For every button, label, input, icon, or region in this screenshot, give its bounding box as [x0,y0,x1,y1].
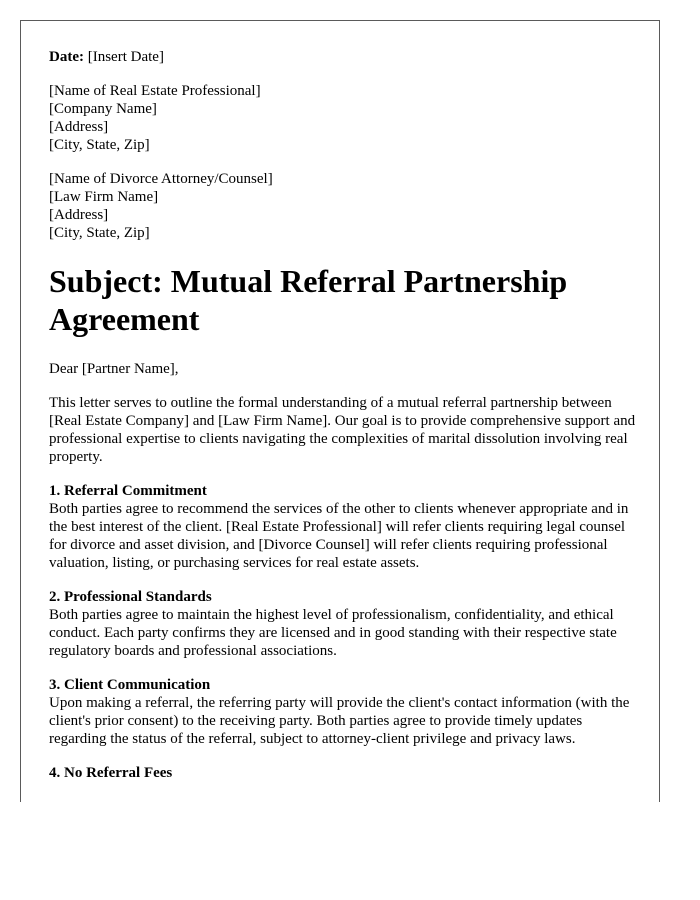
section-body: Both parties agree to recommend the services of the other to clients whenever appropriate and in the best interest of the client. [Real Estate Professional] will refer clients requiring legal counsel for divorce and asset division, and [Divorce Counsel] will refer clients requiring professional valuation, listing, or purchasing services for real estate assets. [49,501,629,571]
sender-city-state-zip: [City, State, Zip] [49,137,150,153]
section-heading: 3. Client Communication [49,677,211,693]
subject-heading: Subject: Mutual Referral Partnership Agreement [49,263,568,337]
sender-address-block [49,82,639,154]
section-body: Both parties agree to maintain the highest level of professionalism, confidentiality, and ethical conduct. Each party confirms they are licensed and in good standing with their respective state regulatory boards and professional associations. [49,607,617,659]
section-heading: 4. No Referral Fees [49,765,173,781]
section-referral-commitment [49,482,639,572]
section-professional-standards [49,588,639,660]
section-body: Upon making a referral, the referring party will provide the client's contact information (with the client's prior consent) to the receiving party. Both parties agree to provide timely updates regarding the status of the referral, subject to attorney-client privilege and privacy laws. [49,695,630,747]
section-client-communication [49,676,639,748]
sender-name: [Name of Real Estate Professional] [49,83,261,99]
recipient-address-block [49,170,639,242]
letter-page [20,20,660,802]
sender-address: [Address] [49,119,109,135]
date-value: [Insert Date] [87,49,164,65]
recipient-city-state-zip: [City, State, Zip] [49,225,150,241]
date-line [49,48,639,66]
date-label: Date: [49,49,84,65]
recipient-firm: [Law Firm Name] [49,189,159,205]
letter-content [49,48,639,798]
section-heading: 1. Referral Commitment [49,483,207,499]
salutation: Dear [Partner Name], [49,361,179,377]
section-heading: 2. Professional Standards [49,589,212,605]
intro-paragraph: This letter serves to outline the formal understanding of a mutual referral partnership between [Real Estate Company] and [Law Firm Name]. Our goal is to provide comprehensive support and professional expertise to clients navigating the complexities of marital dissolution involving real property. [49,395,636,465]
sender-company: [Company Name] [49,101,157,117]
recipient-name: [Name of Divorce Attorney/Counsel] [49,171,273,187]
recipient-address: [Address] [49,207,109,223]
section-no-referral-fees [49,764,639,782]
